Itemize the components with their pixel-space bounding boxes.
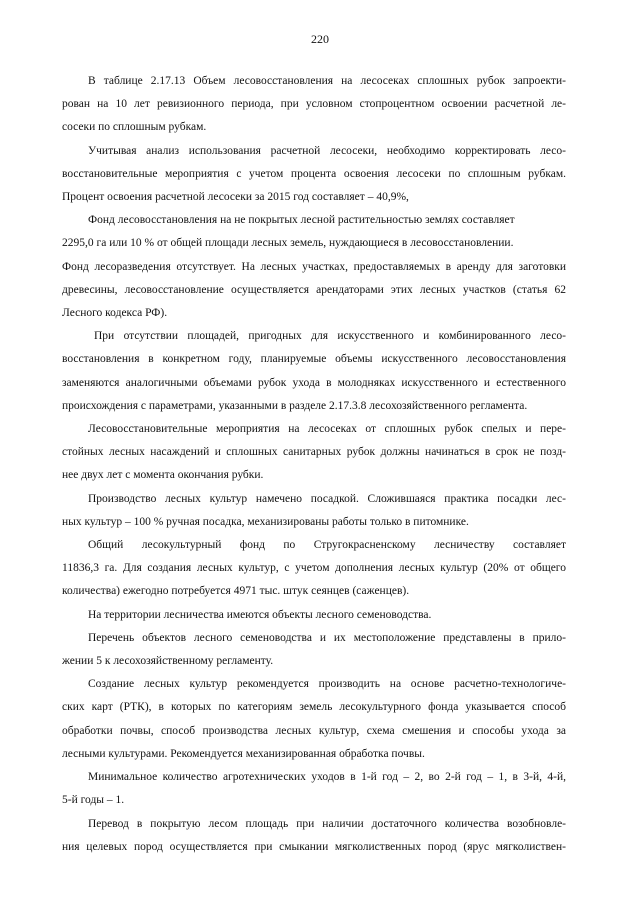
text-line: Процент освоения расчетной лесосеки за 2015 год составляет – 40,9%, bbox=[62, 191, 409, 204]
text-line: При отсутствии площадей, пригодных для искусственного и комбинированного лесо- bbox=[94, 330, 566, 343]
text-line: рован на 10 лет ревизионного периода, при условном стопроцентном освоении расчетной ле- bbox=[62, 98, 566, 111]
text-line: Лесного кодекса РФ). bbox=[62, 307, 168, 320]
text-line: количества) ежегодно потребуется 4971 тыс. штук сеянцев (саженцев). bbox=[62, 585, 410, 598]
text-line: Производство лесных культур намечено посадкой. Сложившаяся практика посадки лес- bbox=[88, 492, 566, 505]
text-line: заменяются аналогичными объемами рубок ухода в молодняках искусственного и естественного bbox=[62, 376, 566, 389]
text-line: ских карт (РТК), в которых по категориям земель лесокультурного фонда указывается способ bbox=[62, 701, 566, 714]
text-line: Перечень объектов лесного семеноводства и их местоположение представлены в прило- bbox=[88, 631, 566, 644]
text-line: стойных лесных насаждений и сплошных санитарных рубок должны начинаться в срок не позд- bbox=[62, 446, 566, 459]
text-line: Фонд лесовосстановления на не покрытых лесной растительностью землях составляет bbox=[88, 214, 515, 227]
text-line: лесными культурами. Рекомендуется механизированная обработка почвы. bbox=[62, 747, 425, 760]
text-line: нее двух лет с момента окончания рубки. bbox=[62, 469, 264, 482]
text-line: Общий лесокультурный фонд по Стругокрасненскому лесничеству составляет bbox=[88, 539, 566, 552]
text-line: восстановительные мероприятия с учетом процента освоения лесосеки по сплошным рубкам. bbox=[62, 167, 566, 180]
text-line: древесины, лесовосстановление осуществляется арендаторами этих лесных участков (статья 62 bbox=[62, 283, 566, 296]
text-line: сосеки по сплошным рубкам. bbox=[62, 121, 207, 134]
text-line: ния целевых пород осуществляется при смыкании мягколиственных пород (ярус мягколиствен- bbox=[62, 840, 566, 853]
page-number: 220 bbox=[311, 32, 329, 46]
text-line: В таблице 2.17.13 Объем лесовосстановления на лесосеках сплошных рубок запроекти- bbox=[88, 75, 566, 87]
text-line: ных культур – 100 % ручная посадка, механизированы работы только в питомнике. bbox=[62, 515, 469, 528]
text-line: Перевод в покрытую лесом площадь при наличии достаточного количества возобновле- bbox=[88, 817, 566, 830]
text-line: восстановления в конкретном году, планируемые объемы искусственного лесовосстановления bbox=[62, 353, 566, 366]
text-line: происхождения с параметрами, указанными в разделе 2.17.3.8 лесохозяйственного регламента. bbox=[62, 399, 528, 412]
text-line: 2295,0 га или 10 % от общей площади лесных земель, нуждающиеся в лесовосстановлении. bbox=[62, 237, 514, 250]
text-line: жении 5 к лесохозяйственному регламенту. bbox=[62, 655, 274, 668]
text-line: На территории лесничества имеются объекты лесного семеноводства. bbox=[88, 608, 432, 621]
text-line: 11836,3 га. Для создания лесных культур, с учетом дополнения лесных культур (20% от общего bbox=[62, 562, 566, 575]
text-line: Создание лесных культур рекомендуется производить на основе расчетно-технологиче- bbox=[88, 678, 566, 691]
text-line: Фонд лесоразведения отсутствует. На лесных участках, предоставляемых в аренду для заготовки bbox=[62, 260, 566, 273]
text-line: 5-й годы – 1. bbox=[62, 794, 125, 807]
text-line: Учитывая анализ использования расчетной лесосеки, необходимо корректировать лесо- bbox=[88, 144, 566, 157]
text-line: Лесовосстановительные мероприятия на лесосеках от сплошных рубок спелых и пере- bbox=[88, 423, 566, 436]
text-line: Минимальное количество агротехнических уходов в 1-й год – 2, во 2-й год – 1, в 3-й, 4-й, bbox=[88, 771, 566, 784]
body-text bbox=[62, 70, 566, 859]
text-line: обработки почвы, способ производства лесных культур, схема смешения и способы ухода за bbox=[62, 724, 566, 737]
